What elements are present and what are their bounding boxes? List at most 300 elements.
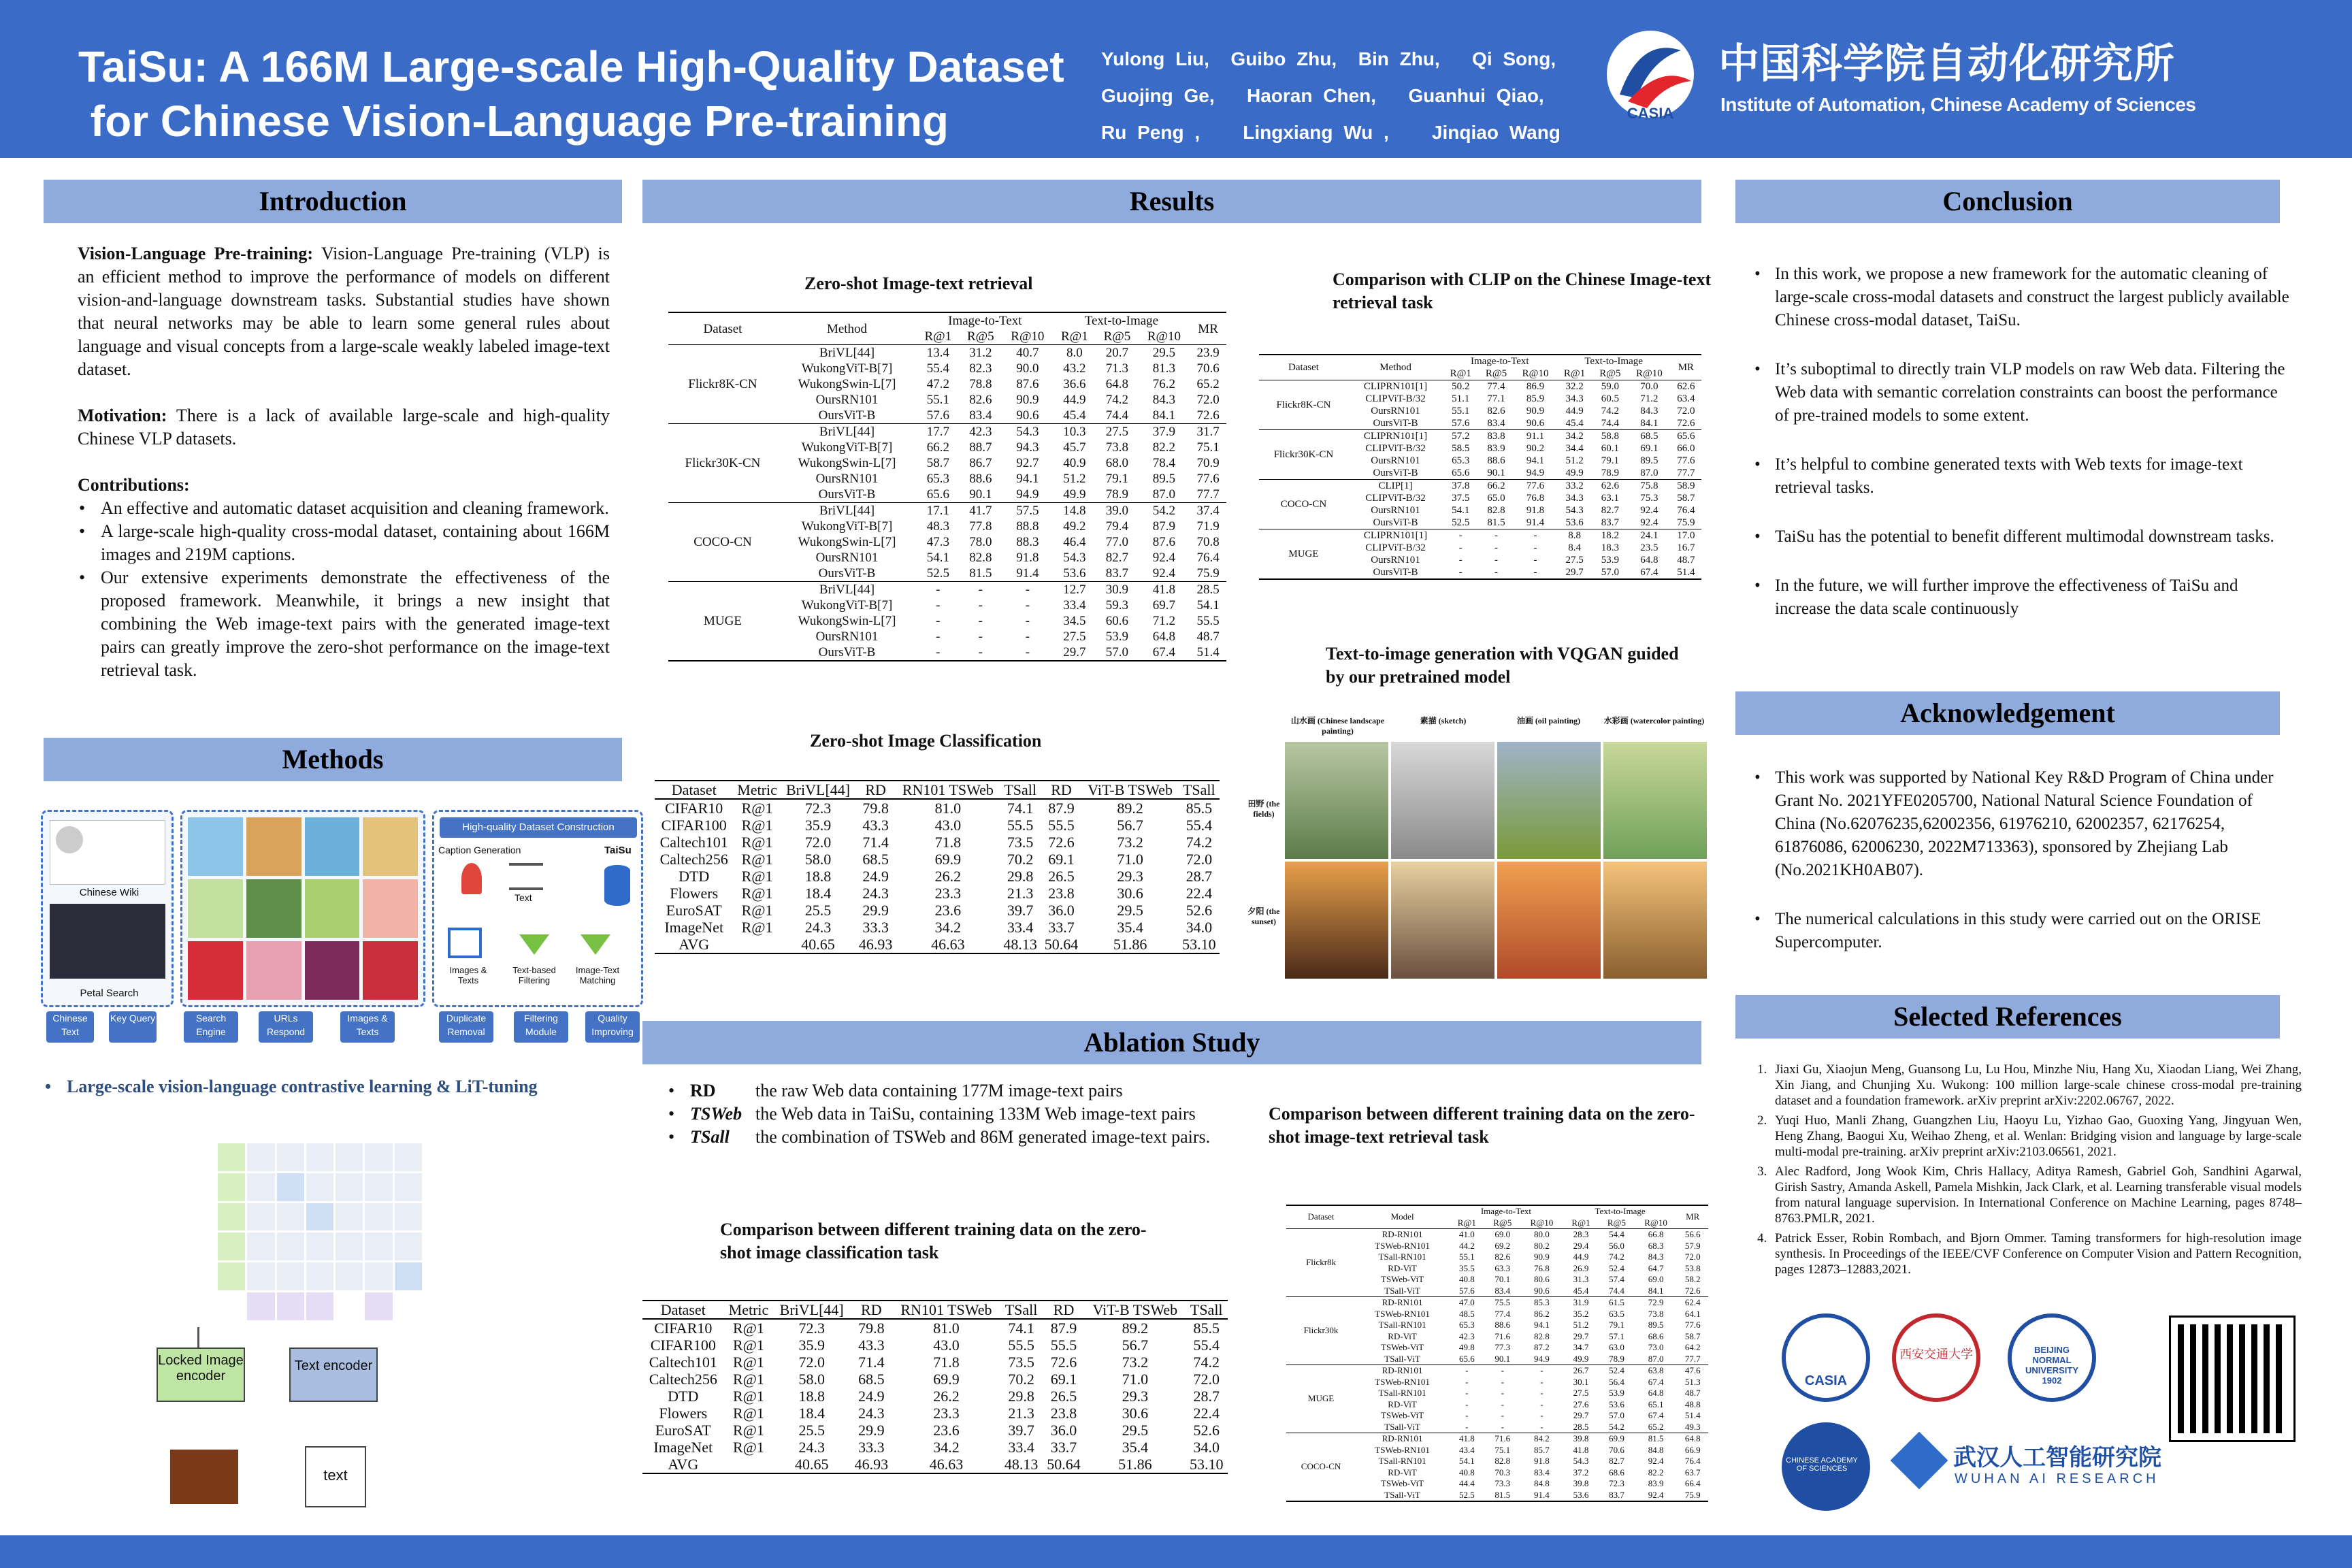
table-cell: 72.0 xyxy=(1684,1252,1701,1262)
table-cell: DTD xyxy=(679,868,710,885)
table-row xyxy=(1286,1297,1708,1309)
table-cell: - xyxy=(978,645,983,659)
zs-retrieval-table: Dataset Method Image-to-Text Text-to-Image MR R@1 R@5 R@10 R@1 R@5 R@10 Flickr8K-CN BriVL[44] 13.4 31.2 40.7 8.0 20.7 29.5 23.9 WukongViT-B[7] 55.4 82.3 90.0 43.2 71.3 81.3 70.6 WukongSwin-L[7] 47.2 78.8 87.6 36.6 64.8 76.2 65.2 OursRN101 55.1 82.6 90.9 44.9 74.2 84.3 72.0 OursViT-B 57.6 83.4 90.6 45.4 74.4 84.1 72.6 Flickr30K-CN BriVL[44] 17.7 42.3 54.3 10.3 27.5 37.9 31.7 WukongViT-B[7] 66.2 88.7 94.3 45.7 73.8 82.2 75.1 WukongSwin-L[7] 58.7 86.7 92.7 40.9 68.0 78.4 70.9 OursRN101 65.3 88.6 94.1 51.2 79.1 89.5 77.6 OursViT-B 65.6 90.1 94.9 49.9 78.9 87.0 77.7 COCO-CN BriVL[44] 17.1 41.7 57.5 14.8 39.0 54.2 37.4 WukongViT-B[7] 48.3 77.8 88.8 49.2 79.4 87.9 71.9 WukongSwin-L[7] 47.3 78.0 88.3 46.4 77.0 87.6 70.8 OursRN101 54.1 82.8 91.8 54.3 82.7 92.4 76.4 OursViT-B 52.5 81.5 91.4 53.6 83.7 92.4 75.9 MUGE BriVL[44] - - - 12.7 30.9 41.8 28.5 WukongViT-B[7] - - - 33.4 59.3 69.7 54.1 WukongSwin-L[7] - - - 34.5 60.6 71.2 55.5 OursRN101 - - - 27.5 53.9 64.8 48.7 OursViT-B - - - 29.7 57.0 67.4 51.4 xyxy=(668,312,1226,662)
table-cell: 73.3 xyxy=(1494,1478,1511,1488)
table-cell: 49.9 xyxy=(1565,468,1584,478)
table-cell: 23.6 xyxy=(933,1422,960,1439)
table-cell: 52.5 xyxy=(1452,517,1470,528)
poster-header xyxy=(0,0,2352,158)
table-cell: 58.7 xyxy=(926,456,949,470)
wuhan-ai-logo-icon: 武汉人工智能研究院 WUHAN AI RESEARCH xyxy=(1899,1436,2171,1497)
table-cell: 74.4 xyxy=(1105,408,1129,423)
table-cell: 29.5 xyxy=(1122,1422,1149,1439)
table-cell: 75.9 xyxy=(1196,566,1220,581)
table-cell: 94.1 xyxy=(1534,1320,1550,1330)
list-item: • TSall the combination of TSWeb and 86M generated image-text pairs. xyxy=(667,1126,1225,1149)
table-cell: 35.5 xyxy=(1458,1262,1475,1273)
table-cell: 84.1 xyxy=(1640,418,1659,429)
table-cell: 79.8 xyxy=(862,800,889,817)
table-cell: 71.4 xyxy=(862,834,889,851)
generated-image xyxy=(1391,862,1494,979)
table-cell: 45.4 xyxy=(1565,418,1584,429)
retr-comparison-caption: Comparison between different training data on the zero-shot image-text retrieval task xyxy=(1269,1104,1695,1147)
table-cell: 63.7 xyxy=(1684,1467,1701,1477)
table-cell: 64.8 xyxy=(1105,377,1129,391)
table-cell: 24.3 xyxy=(798,1439,825,1456)
table-cell: - xyxy=(1465,1421,1469,1432)
wiki-globe-icon xyxy=(56,826,83,853)
table-cell: 40.65 xyxy=(794,1456,829,1473)
table-cell: 13.4 xyxy=(926,346,949,360)
table-cell: 22.4 xyxy=(1193,1405,1220,1422)
introduction-text: Vision-Language Pre-training: Vision-Language Pre-training (VLP) is an efficient method to improve the performance of models on different vision-and-language downstream tasks. Substantial studies have shown that neural networks may be able to learn some general rules about language and visual concepts from a large-scale weakly labeled image-text dataset. Motivation: There is a lack of available large-scale and high-quality Chinese VLP datasets. Contributions: • An effective and automatic dataset acquisition and cleaning framework. • A large-scale high-quality cross-modal dataset, containing about 166M images and 219M captions. • Our extensive experiments demonstrate the effectiveness of the proposed framework. Meanwhile, it brings a new insight that combining the Web image-text pairs with the generated image-text pairs can greatly improve the zero-shot performance on the image-text retrieval task. xyxy=(78,242,610,682)
table-cell: 68.6 xyxy=(1648,1330,1664,1341)
table-cell: 80.0 xyxy=(1534,1229,1550,1239)
list-item: • A large-scale high-quality cross-modal dataset, containing about 166M images and 219M captions. xyxy=(78,520,610,566)
table-cell: 84.3 xyxy=(1152,393,1176,407)
table-cell: 78.4 xyxy=(1152,456,1176,470)
table-cell: 72.6 xyxy=(1050,1354,1077,1371)
table-cell: 36.0 xyxy=(1048,902,1075,919)
table-cell: 70.3 xyxy=(1494,1467,1511,1477)
zs-classification-caption: Zero-shot Image Classification xyxy=(810,731,1042,751)
table-cell: TSall-RN101 xyxy=(1378,1456,1426,1466)
table-cell: 53.9 xyxy=(1601,555,1619,566)
table-cell: 18.4 xyxy=(804,885,832,902)
table-cell: 71.3 xyxy=(1105,361,1129,376)
table-cell: 71.9 xyxy=(1196,519,1220,534)
table-cell: 66.9 xyxy=(1684,1444,1701,1455)
generated-image xyxy=(1497,862,1601,979)
table-cell: 60.5 xyxy=(1601,393,1619,404)
table-cell: 88.6 xyxy=(1487,455,1505,466)
table-cell: 33.4 xyxy=(1007,919,1034,936)
table-cell: 73.8 xyxy=(1648,1308,1664,1319)
table-row xyxy=(642,1422,1228,1439)
table-cell: 29.7 xyxy=(1573,1410,1589,1420)
table-cell: 31.3 xyxy=(1573,1274,1589,1284)
table-cell: 68.6 xyxy=(1609,1467,1624,1477)
table-cell: 44.4 xyxy=(1458,1478,1475,1488)
table-cell: 78.0 xyxy=(969,535,992,549)
table-cell: 90.1 xyxy=(969,487,992,502)
table-cell: - xyxy=(1540,1365,1544,1375)
table-row xyxy=(1286,1365,1708,1377)
table-cell: 82.7 xyxy=(1609,1456,1624,1466)
locked-image-encoder: Locked Image encoder xyxy=(157,1348,245,1402)
table-cell: 85.5 xyxy=(1193,1320,1220,1337)
table-cell: 81.5 xyxy=(969,566,992,581)
text-lines-icon xyxy=(509,863,543,890)
table-cell: 37.5 xyxy=(1452,493,1470,504)
table-cell: - xyxy=(1533,530,1537,541)
table-cell: 88.3 xyxy=(1016,535,1039,549)
table-cell: 40.8 xyxy=(1458,1467,1475,1477)
table-cell: 12.7 xyxy=(1063,583,1086,597)
table-cell: OursViT-B xyxy=(818,487,876,502)
table-cell: - xyxy=(1540,1376,1544,1387)
table-cell: 82.7 xyxy=(1601,505,1619,516)
table-cell: - xyxy=(1465,1388,1469,1398)
table-cell: 77.6 xyxy=(1684,1320,1701,1330)
table-cell: RD-RN101 xyxy=(1382,1433,1423,1443)
table-cell: 90.9 xyxy=(1534,1252,1550,1262)
table-cell: 33.3 xyxy=(858,1439,885,1456)
table-cell: 8.0 xyxy=(1066,346,1083,360)
table-cell: 89.5 xyxy=(1152,472,1176,486)
author-list: Yulong Liu, Guibo Zhu, Bin Zhu, Qi Song, Guojing Ge, Haoran Chen, Guanhui Qiao, Ru Peng , Lingxiang Wu , Jinqiao Wang xyxy=(1101,48,1561,143)
table-cell: 48.13 xyxy=(1004,1456,1039,1473)
input-text: text xyxy=(305,1446,366,1507)
table-cell: Flowers xyxy=(659,1405,708,1422)
table-cell: 65.6 xyxy=(1458,1353,1475,1364)
table-cell: 33.7 xyxy=(1050,1439,1077,1456)
table-cell: 75.1 xyxy=(1196,440,1220,455)
table-cell: 77.0 xyxy=(1105,535,1129,549)
table-cell: 18.3 xyxy=(1601,542,1619,553)
table-cell: 61.5 xyxy=(1609,1297,1624,1307)
table-cell: 70.1 xyxy=(1494,1274,1511,1284)
table-cell: 21.3 xyxy=(1007,885,1034,902)
table-row xyxy=(655,799,1220,817)
table-cell: 32.2 xyxy=(1565,381,1584,392)
table-cell: 71.2 xyxy=(1640,393,1659,404)
table-cell: OursViT-B xyxy=(1373,418,1418,429)
table-cell: 52.5 xyxy=(1458,1489,1475,1500)
table-cell: 53.8 xyxy=(1684,1262,1701,1273)
table-cell: 46.63 xyxy=(929,1456,964,1473)
table-cell: 85.5 xyxy=(1186,800,1213,817)
table-cell: 55.5 xyxy=(1008,1337,1034,1354)
table-cell: RD-RN101 xyxy=(1382,1297,1423,1307)
table-cell: CIFAR100 xyxy=(661,817,727,834)
table-cell: 65.0 xyxy=(1487,493,1505,504)
table-cell: CLIPViT-B/32 xyxy=(1365,542,1426,553)
casia-logo-bottom-icon: CASIA xyxy=(1782,1313,1870,1402)
table-cell: 90.6 xyxy=(1016,408,1039,423)
table-cell: 71.8 xyxy=(933,1354,960,1371)
table-cell: 28.7 xyxy=(1193,1388,1220,1405)
table-cell: 84.8 xyxy=(1648,1444,1664,1455)
table-cell: 72.3 xyxy=(798,1320,825,1337)
table-cell: - xyxy=(936,645,941,659)
table-cell: R@1 xyxy=(733,1422,764,1439)
table-cell: 71.6 xyxy=(1494,1330,1511,1341)
table-cell: RD-ViT xyxy=(1388,1399,1417,1409)
table-cell: RD-RN101 xyxy=(1382,1229,1423,1239)
table-cell: 50.64 xyxy=(1047,1456,1081,1473)
table-cell: 84.2 xyxy=(1534,1433,1550,1443)
table-cell: 55.5 xyxy=(1048,817,1075,834)
table-cell: 89.2 xyxy=(1122,1320,1149,1337)
table-cell: 23.3 xyxy=(933,1405,960,1422)
table-cell: 79.1 xyxy=(1601,455,1619,466)
list-item: 1. Jiaxi Gu, Xiaojun Meng, Guansong Lu, Lu Hou, Minzhe Niu, Hang Xu, Xiaodan Liang, Wei Zhang, Xin Jiang, and Chunjing Xu. Wukong: 100 million large-scale chinese cross-modal pre-training dataset and a foundation framework. arXiv preprint arXiv:2202.06767, 2022. xyxy=(1757,1062,2302,1108)
table-cell: 87.0 xyxy=(1640,468,1659,478)
table-cell: - xyxy=(1025,583,1030,597)
table-cell: 54.1 xyxy=(1196,598,1220,612)
table-cell: - xyxy=(1465,1376,1469,1387)
section-methods: Methods xyxy=(44,738,622,781)
table-cell: 46.63 xyxy=(931,936,965,953)
table-cell: 62.6 xyxy=(1677,381,1695,392)
table-cell: - xyxy=(936,583,941,597)
table-cell: - xyxy=(1025,645,1030,659)
table-cell: TSall-ViT xyxy=(1384,1489,1420,1500)
table-cell: TSWeb-ViT xyxy=(1381,1410,1424,1420)
table-cell: 54.1 xyxy=(926,551,949,565)
table-cell: 41.7 xyxy=(969,504,992,518)
table-cell: BriVL[44] xyxy=(819,504,875,518)
lit-figure xyxy=(157,1143,429,1511)
table-cell: TSall-RN101 xyxy=(1378,1252,1426,1262)
table-cell: 94.9 xyxy=(1534,1353,1550,1364)
table-cell: 31.2 xyxy=(969,346,992,360)
table-cell: 90.0 xyxy=(1016,361,1039,376)
table-cell: 27.5 xyxy=(1105,425,1129,439)
table-cell: 57.9 xyxy=(1684,1240,1701,1251)
pipeline-figure: Chinese Wiki Petal Search High-quality Dataset Construction Caption Generation TaiSu Text Images & Texts Text-based Filtering Image-Text Matching Chinese Text Key Query Search Engine URLs Respond Images & Texts Duplicate Removal Filtering Module Quality Improving xyxy=(41,810,619,1048)
table-cell: 76.8 xyxy=(1526,493,1545,504)
table-cell: 34.0 xyxy=(1186,919,1213,936)
table-cell: 77.1 xyxy=(1487,393,1505,404)
lit-caption: • Large-scale vision-language contrastive learning & LiT-tuning xyxy=(44,1075,622,1098)
table-cell: 56.7 xyxy=(1117,817,1143,834)
table-cell: 77.4 xyxy=(1487,381,1505,392)
table-cell: - xyxy=(936,630,941,644)
table-cell: 39.8 xyxy=(1573,1433,1589,1443)
table-cell: 83.7 xyxy=(1609,1489,1624,1500)
table-cell: Caltech256 xyxy=(659,851,728,868)
generation-caption: Text-to-image generation with VQGAN guided by our pretrained model xyxy=(1326,644,1679,687)
table-cell: 30.1 xyxy=(1573,1376,1589,1387)
table-cell: 76.8 xyxy=(1534,1262,1550,1273)
table-cell: - xyxy=(1025,598,1030,612)
table-cell: 30.6 xyxy=(1122,1405,1149,1422)
table-cell: 29.3 xyxy=(1122,1388,1149,1405)
table-cell: 57.6 xyxy=(926,408,949,423)
table-cell: 82.6 xyxy=(969,393,992,407)
table-cell: 54.2 xyxy=(1152,504,1176,518)
table-cell: 58.8 xyxy=(1601,431,1619,442)
table-cell: 35.9 xyxy=(804,817,832,834)
qr-code[interactable] xyxy=(2171,1318,2293,1440)
table-row xyxy=(1259,380,1701,393)
table-cell: 54.3 xyxy=(1573,1456,1589,1466)
table-cell: OursViT-B xyxy=(1373,567,1418,578)
table-cell: 76.4 xyxy=(1677,505,1695,516)
table-cell: - xyxy=(978,630,983,644)
table-cell: 82.2 xyxy=(1648,1467,1664,1477)
table-cell: 48.3 xyxy=(926,519,949,534)
table-cell: AVG xyxy=(668,1456,699,1473)
table-cell: 73.2 xyxy=(1117,834,1143,851)
table-row xyxy=(642,1439,1228,1456)
poster-title: TaiSu: A 166M Large-scale High-Quality Dataset for Chinese Vision-Language Pre-training xyxy=(78,42,1064,146)
table-cell: 84.3 xyxy=(1648,1252,1664,1262)
table-cell: 44.2 xyxy=(1458,1240,1475,1251)
table-cell: 52.6 xyxy=(1186,902,1213,919)
table-cell: 50.64 xyxy=(1044,936,1079,953)
table-cell: 49.2 xyxy=(1063,519,1086,534)
table-cell: 91.8 xyxy=(1016,551,1039,565)
table-row xyxy=(1259,430,1701,443)
table-cell: 72.0 xyxy=(804,834,832,851)
table-cell: 57.6 xyxy=(1452,418,1470,429)
table-cell: 83.8 xyxy=(1487,431,1505,442)
generated-image xyxy=(1285,862,1388,979)
table-cell: 30.6 xyxy=(1117,885,1143,902)
table-cell: OursViT-B xyxy=(818,645,876,659)
table-cell: 51.86 xyxy=(1113,936,1147,953)
input-images xyxy=(170,1450,238,1504)
table-cell: 85.3 xyxy=(1534,1297,1550,1307)
table-cell: 69.7 xyxy=(1152,598,1176,612)
table-cell: 66.4 xyxy=(1684,1478,1701,1488)
table-cell: 80.2 xyxy=(1534,1240,1550,1251)
table-cell: 45.4 xyxy=(1063,408,1086,423)
table-cell: - xyxy=(1501,1388,1504,1398)
table-cell: 58.7 xyxy=(1677,493,1695,504)
table-cell: Flickr8K-CN xyxy=(1276,399,1331,410)
table-cell: 58.0 xyxy=(798,1371,825,1388)
table-cell: 92.7 xyxy=(1016,456,1039,470)
table-cell: R@1 xyxy=(741,851,773,868)
table-cell: 28.5 xyxy=(1196,583,1220,597)
table-cell: 35.4 xyxy=(1122,1439,1149,1456)
table-cell: 75.9 xyxy=(1684,1489,1701,1500)
table-cell: 74.4 xyxy=(1609,1285,1624,1296)
table-cell: 64.7 xyxy=(1648,1262,1664,1273)
table-cell: 45.7 xyxy=(1063,440,1086,455)
table-cell: 37.2 xyxy=(1573,1467,1589,1477)
table-cell: 84.8 xyxy=(1534,1478,1550,1488)
table-cell: OursRN101 xyxy=(815,472,879,486)
generated-image xyxy=(1285,742,1388,859)
table-cell: 82.8 xyxy=(1534,1330,1550,1341)
table-cell: CIFAR10 xyxy=(654,1320,713,1337)
table-cell: 83.4 xyxy=(1487,418,1505,429)
table-cell: 22.4 xyxy=(1186,885,1213,902)
table-cell: 71.0 xyxy=(1122,1371,1149,1388)
table-cell: 55.1 xyxy=(1458,1252,1475,1262)
table-cell: TSWeb-ViT xyxy=(1381,1274,1424,1284)
table-cell: 84.1 xyxy=(1648,1285,1664,1296)
table-cell: MUGE xyxy=(703,614,742,628)
table-cell: 55.1 xyxy=(926,393,949,407)
table-cell: 58.2 xyxy=(1684,1274,1701,1284)
table-cell: 29.3 xyxy=(1117,868,1143,885)
table-cell: 83.9 xyxy=(1648,1478,1664,1488)
table-cell: 63.8 xyxy=(1648,1365,1664,1375)
table-cell: R@1 xyxy=(741,868,773,885)
table-cell: 69.0 xyxy=(1494,1229,1511,1239)
table-cell: 67.4 xyxy=(1640,567,1659,578)
table-cell: 79.4 xyxy=(1105,519,1129,534)
table-cell: Flickr30K-CN xyxy=(1273,449,1334,460)
table-cell: 88.7 xyxy=(969,440,992,455)
table-cell: 30.9 xyxy=(1105,583,1129,597)
table-cell: Caltech101 xyxy=(649,1354,717,1371)
table-cell: 81.0 xyxy=(933,1320,960,1337)
table-cell: 90.9 xyxy=(1526,406,1545,416)
table-cell: 31.7 xyxy=(1196,425,1220,439)
table-cell: 74.1 xyxy=(1008,1320,1034,1337)
table-cell: 76.4 xyxy=(1684,1456,1701,1466)
table-cell: WukongViT-B[7] xyxy=(801,440,893,455)
table-cell: 74.2 xyxy=(1105,393,1129,407)
table-cell: 72.3 xyxy=(1609,1478,1624,1488)
table-cell: 49.9 xyxy=(1063,487,1086,502)
table-cell: 69.2 xyxy=(1494,1240,1511,1251)
zs-retrieval-caption: Zero-shot Image-text retrieval xyxy=(804,274,1033,293)
poster-footer xyxy=(0,1535,2352,1568)
table-cell: 18.8 xyxy=(804,868,832,885)
table-cell: 83.7 xyxy=(1601,517,1619,528)
table-cell: 40.7 xyxy=(1016,346,1039,360)
table-cell: R@1 xyxy=(741,885,773,902)
table-cell: 72.0 xyxy=(1186,851,1213,868)
table-cell: 37.4 xyxy=(1196,504,1220,518)
table-cell: 17.7 xyxy=(926,425,949,439)
table-cell: R@1 xyxy=(741,902,773,919)
table-cell: 66.2 xyxy=(926,440,949,455)
table-row xyxy=(1286,1229,1708,1241)
table-cell: 87.0 xyxy=(1648,1353,1664,1364)
table-cell: 23.8 xyxy=(1050,1405,1077,1422)
table-cell: 81.0 xyxy=(934,800,962,817)
table-cell: 48.5 xyxy=(1458,1308,1475,1319)
table-cell: - xyxy=(978,598,983,612)
table-cell: 87.6 xyxy=(1016,377,1039,391)
table-cell: Caltech256 xyxy=(649,1371,717,1388)
table-cell: 75.5 xyxy=(1494,1297,1511,1307)
table-cell: 72.0 xyxy=(1196,393,1220,407)
table-cell: WukongViT-B[7] xyxy=(801,598,893,612)
table-cell: - xyxy=(936,614,941,628)
table-cell: 68.3 xyxy=(1648,1240,1664,1251)
table-cell: 53.9 xyxy=(1609,1388,1624,1398)
institute-name-en: Institute of Automation, Chinese Academy of Sciences xyxy=(1720,94,2196,115)
table-cell: 34.3 xyxy=(1565,393,1584,404)
list-item: 4. Patrick Esser, Robin Rombach, and Bjorn Ommer. Taming transformers for high-resolution image synthesis. In Proceedings of the IEEE/CVF Conference on Computer Vision and Pattern Recognition, pages 12873–12883,2021. xyxy=(1757,1231,2302,1277)
table-cell: MUGE xyxy=(1307,1393,1335,1404)
table-cell: 54.1 xyxy=(1458,1456,1475,1466)
table-cell: 39.0 xyxy=(1105,504,1129,518)
table-cell: 70.8 xyxy=(1196,535,1220,549)
table-cell: 90.2 xyxy=(1526,443,1545,454)
table-cell: 36.0 xyxy=(1050,1422,1077,1439)
table-cell: 34.4 xyxy=(1565,443,1584,454)
table-cell: RD-ViT xyxy=(1388,1262,1417,1273)
table-cell: 86.9 xyxy=(1526,381,1545,392)
table-cell: ImageNet xyxy=(653,1439,713,1456)
table-cell: 57.1 xyxy=(1609,1330,1624,1341)
table-cell: - xyxy=(1494,567,1499,578)
table-cell: 64.8 xyxy=(1152,630,1176,644)
table-row xyxy=(642,1371,1228,1388)
table-cell: 46.93 xyxy=(854,1456,889,1473)
table-cell: R@1 xyxy=(733,1388,764,1405)
table-cell: 64.1 xyxy=(1684,1308,1701,1319)
table-cell: 37.8 xyxy=(1452,480,1470,491)
table-cell: 24.9 xyxy=(858,1388,885,1405)
table-cell: 44.9 xyxy=(1573,1252,1589,1262)
table-row xyxy=(655,936,1220,953)
table-cell: 58.0 xyxy=(804,851,832,868)
conclusion-list xyxy=(1754,263,2292,647)
table-cell: Caltech101 xyxy=(659,834,728,851)
